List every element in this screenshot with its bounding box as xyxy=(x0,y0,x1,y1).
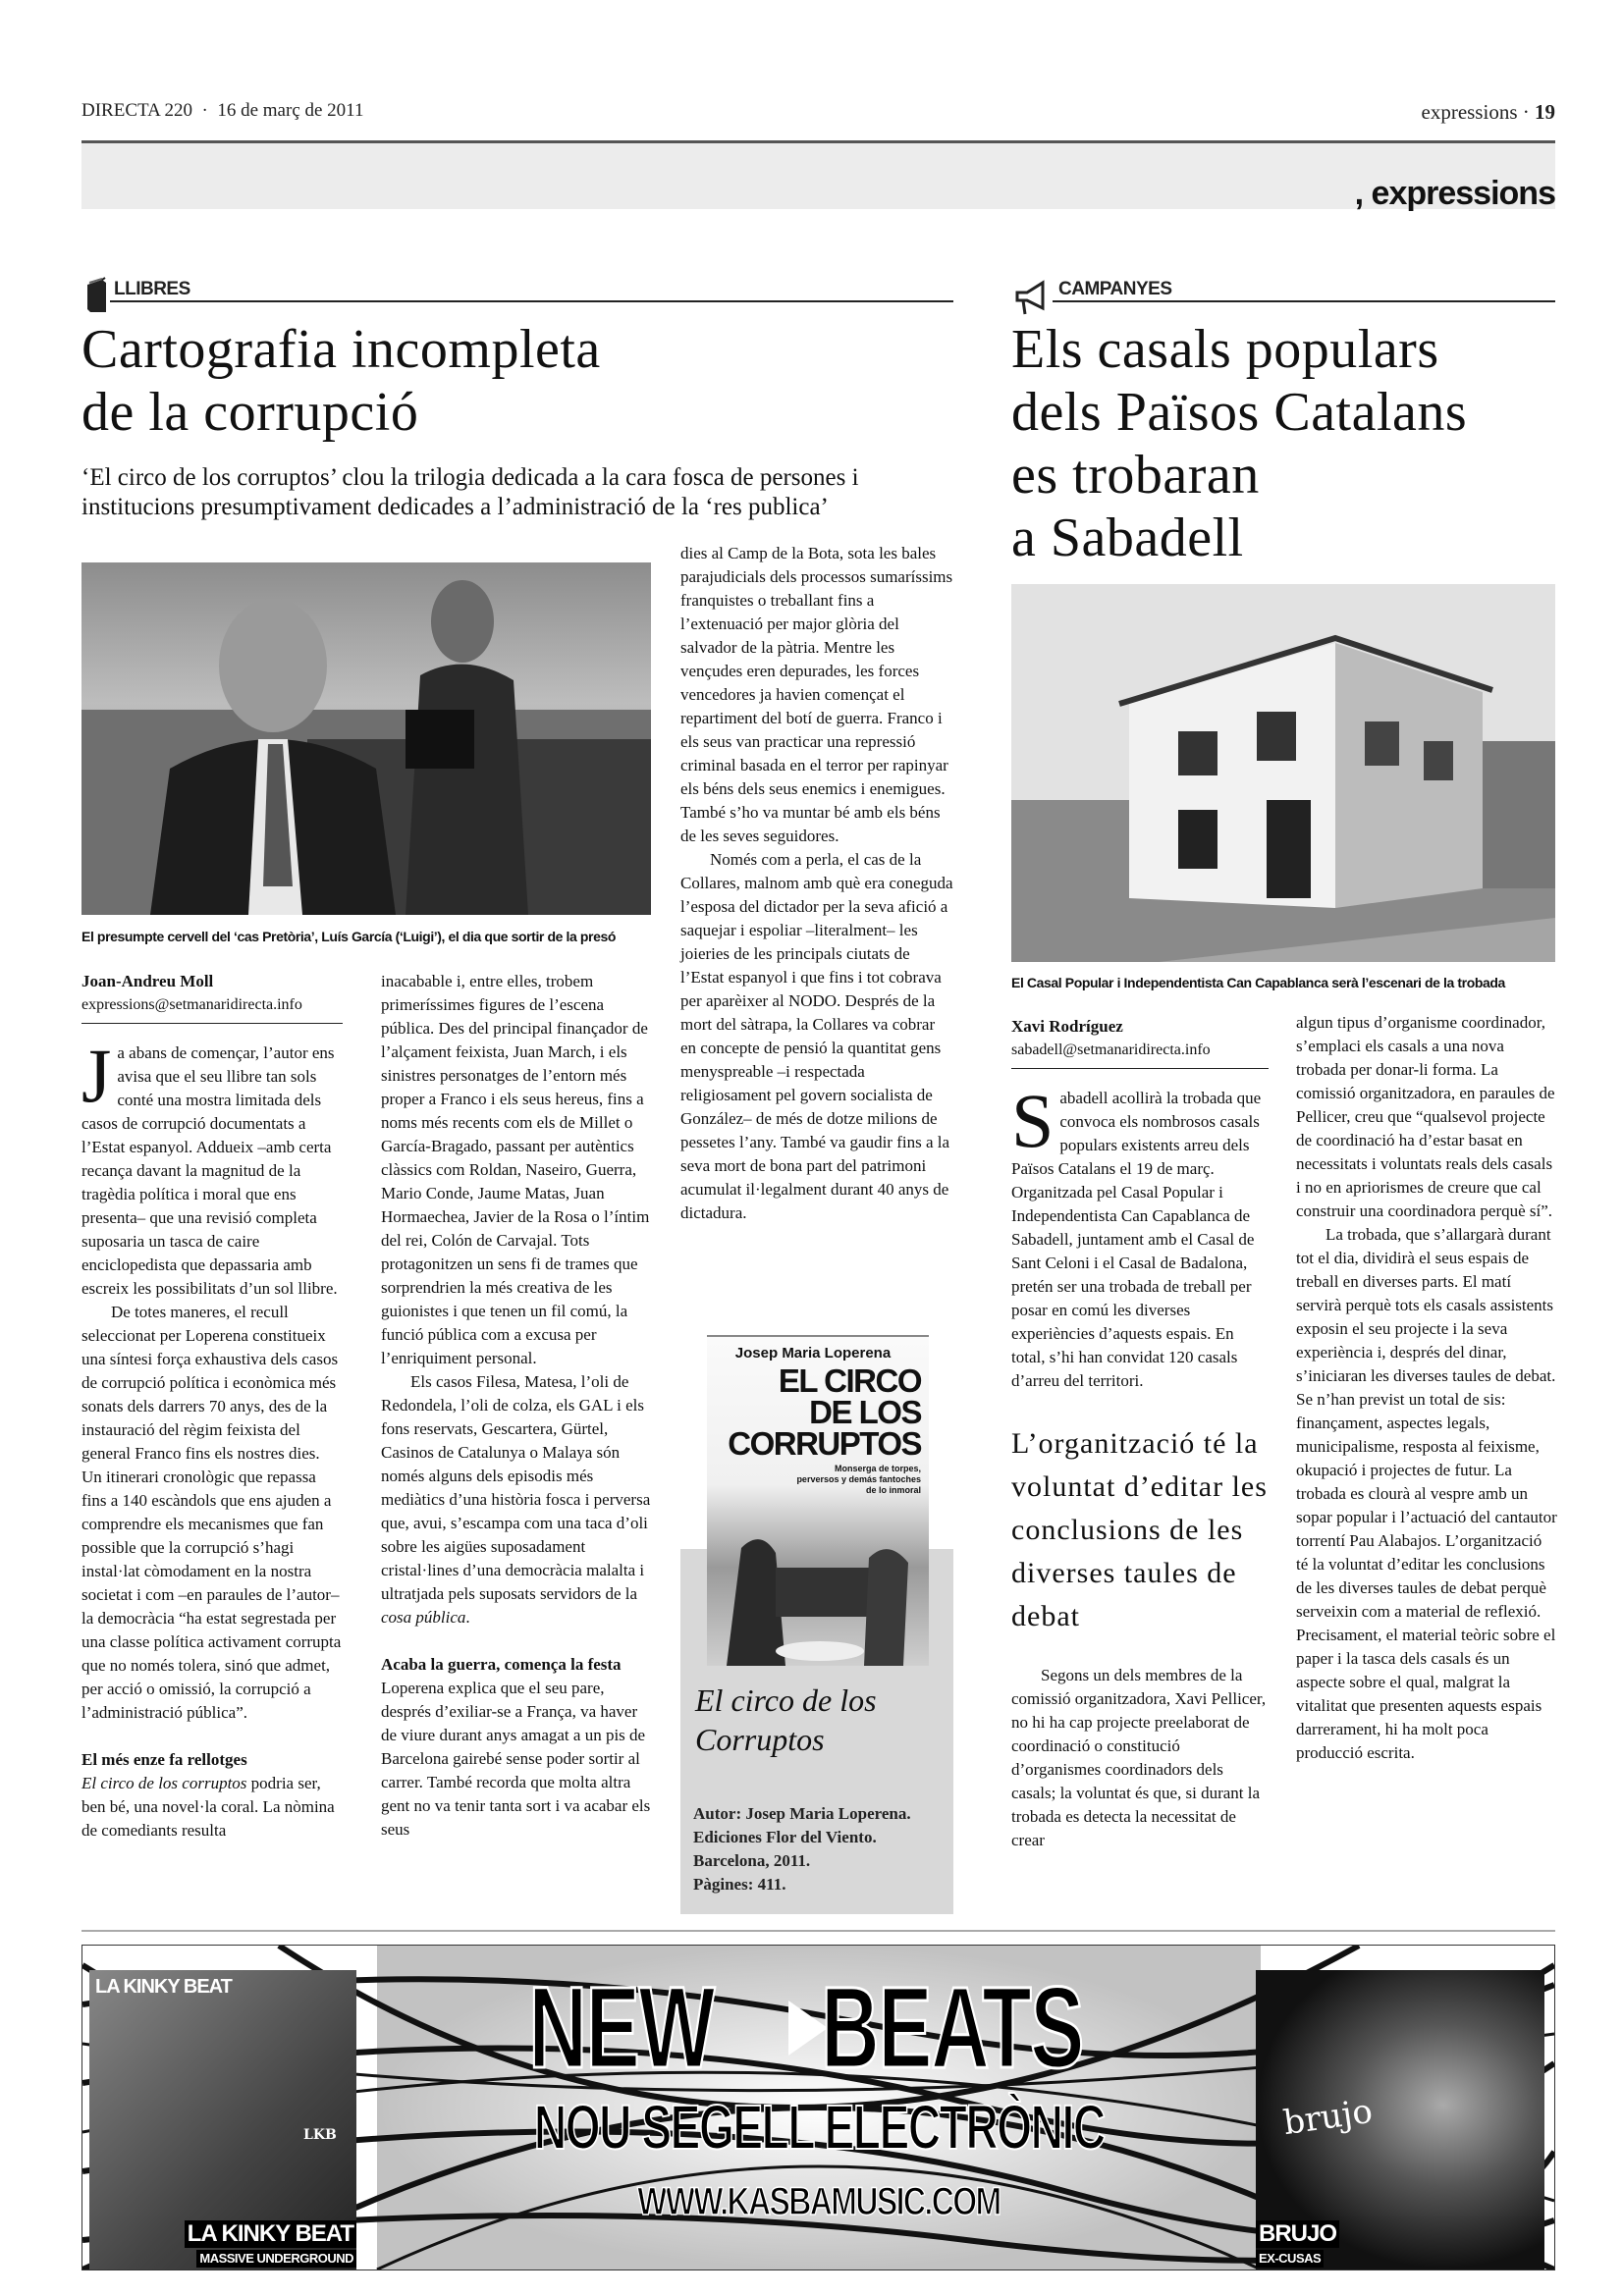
paragraph xyxy=(81,1772,343,1842)
new-beats-logo xyxy=(505,1963,1123,2093)
ad-url-wrap xyxy=(475,2181,1163,2224)
book-publisher: Ediciones Flor del Viento. xyxy=(693,1828,877,1846)
photo-casal-can-capablanca xyxy=(1011,584,1555,962)
cover-subtitle-line: de lo inmoral xyxy=(865,1485,921,1495)
paragraph-text: . xyxy=(465,1608,470,1627)
headline-line: de la corrupció xyxy=(81,382,419,443)
paragraph xyxy=(381,1370,651,1629)
page-number: 19 xyxy=(1535,100,1555,124)
photo-luis-garcia xyxy=(81,562,651,915)
album-cover-la-kinky-beat xyxy=(89,1970,356,2269)
paragraph: Només com a perla, el cas de la Collares, malnom amb què era coneguda l’esposa del dictador per la seva afició a saquejar i espoliar –literalment– les joieries de les principals ciutats de l’Estat espanyol i que fins i tot cobrava per aparèixer al NODO. Després de la mort del sàtrapa, la Collares va cobrar en concepte de pensió la quantitat gens menyspreable –i respectada religiosament pel govern socialista de González– de més de dotze milions de pessetes l’any. També va gaudir fins a la seva mort de bona part del patrimoni acumulat il·legalment durant 40 anys de dictadura. xyxy=(680,850,953,1222)
paragraph: inacabable i, entre elles, trobem primeríssimes figures de l’escena pública. Des del principal finançador de l’alçament feixista, Juan March, i els sinistres personatges de l’entorn més proper a Franco i els seus hereus, fins a noms més recents com els de Millet o García-Bragado, passant per autèntics clàssics com Roldan, Naseiro, Guerra, Mario Conde, Jaume Matas, Juan Hormaechea, Javier de la Rosa o l’íntim del rei, Colón de Carvajal. Tots protagonitzen un sens fi de trames que sorprendrien la més creativa de les guionistes i que tenen un fil comú, la funció pública com a excusa per l’enriquiment personal. xyxy=(381,972,650,1367)
section-name: expressions xyxy=(1421,100,1518,124)
right-album-name: EX-CUSAS xyxy=(1256,2250,1324,2268)
section-rule xyxy=(110,300,953,302)
megaphone-icon xyxy=(1013,279,1049,316)
folio-left xyxy=(81,100,363,122)
column-2 xyxy=(381,970,651,1842)
cover-subtitle xyxy=(707,1464,929,1496)
left-album-name: MASSIVE UNDERGROUND xyxy=(196,2250,356,2268)
paragraph-text: Els casos Filesa, Matesa, l’oli de Redondela, l’oli de colza, els GAL i els fons reservats, Gescartera, Gürtel, Casinos de Catalunya o Malaya són només alguns dels episodis més mediàtics d’una història fosca i perversa que, avui, s’escampa com una taca d’oli sobre les aigües suposadament cristal·lines d’una democràcia malalta i ultratjada pels suposats servidors de la xyxy=(381,1372,651,1603)
separator: · xyxy=(201,100,208,121)
bottom-rule xyxy=(81,1930,1555,1932)
section-band-title: , expressions xyxy=(1354,175,1555,212)
cover-title-line: CORRUPTOS xyxy=(728,1425,921,1462)
paragraph: Loperena explica que el seu pare, després d’exiliar-se a França, va haver de viure durant anys amagat a un pis de Barcelona gairebé sense poder sortir al carrer. També recorda que molta altra gent no va tenir tanta sort i va acabar els seus xyxy=(381,1679,651,1839)
album-cover-brujo xyxy=(1256,1970,1544,2269)
subheading: El més enze fa rellotges xyxy=(81,1750,247,1769)
ad-tagline-wrap xyxy=(377,2092,1261,2163)
book-title-italic: El circo de los corruptos xyxy=(81,1774,247,1792)
author-name: Joan-Andreu Moll xyxy=(81,972,214,990)
issue-date: 16 de març de 2011 xyxy=(217,100,364,121)
book-details xyxy=(693,1802,948,1896)
publication-name: DIRECTA 220 xyxy=(81,100,193,121)
paragraph xyxy=(1011,1078,1269,1393)
brand-new: NEW xyxy=(528,1963,714,2093)
author-email[interactable]: sabadell@setmanaridirecta.info xyxy=(1011,1039,1269,1069)
book-pages: Pàgines: 411. xyxy=(693,1875,786,1894)
ad-url[interactable]: WWW.KASBAMUSIC.COM xyxy=(637,2180,1001,2223)
paragraph-text: abadell acollirà la trobada que convoca els nombrosos casals populars existents arreu dels Països Catalans el 19 de març. Organitzada pel Casal Popular i Independentista Can Capablanca de Sabadell, juntament amb el Casal de Sant Celoni i el Casal de Badalona, pretén ser una trobada de treball per posar en comú les diverses experiències d’aquests espais. En total, s’hi han convidat 120 casals d’arreu del territori. xyxy=(1011,1089,1262,1390)
paragraph: La trobada, que s’allargarà durant tot el dia, dividirà el seus espais de treball en diverses parts. El matí servirà perquè tots els casals assistents exposin el seu projecte i la seva experiència i, després del dinar, s’iniciaran les diverses taules de debat. Se n’han previst un total de sis: finançament, aspectes legals, municipalisme, resposta al feixisme, okupació i projectes de futur. La trobada es clourà al vespre amb un sopar popular i l’actuació del cantautor torrentí Pau Alabajos. L’organització té la voluntat d’editar les conclusions de les diverses taules de debat perquè serveixin com a material de reflexió. Precisament, el material teòric sobre el paper i la tasca dels casals és un aspecte sobre el qual, malgrat la vitalitat que presenten aquests espais darrerament, hi ha molt poca producció escrita. xyxy=(1296,1225,1557,1762)
brujo-logo: brujo xyxy=(1280,2091,1376,2144)
cover-top-text: LA KINKY BEAT xyxy=(95,1976,232,1998)
section-band xyxy=(81,140,1555,212)
column-3 xyxy=(680,542,953,1225)
column-4 xyxy=(1011,1015,1269,1852)
cover-title-line: DE LOS xyxy=(809,1394,921,1430)
book-title-line: Corruptos xyxy=(695,1722,825,1757)
cover-title-line: EL CIRCO xyxy=(778,1362,921,1399)
paragraph-text: a abans de començar, l’autor ens avisa que el seu llibre tan sols conté una mostra limitada dels casos de corrupció documentats a l’Estat espanyol. Addueix –amb certa recança davant la magnitud de la tragèdia política i moral que ens presenta– que una revisió completa suposaria un tasca de caire enciclopedista que depassaria amb escreix les possibilitats d’un sol llibre. xyxy=(81,1043,338,1298)
dropcap: J xyxy=(81,1033,112,1118)
cover-author: Josep Maria Loperena xyxy=(734,1345,892,1362)
italic-text: cosa pública xyxy=(381,1608,466,1627)
folio-right xyxy=(1422,100,1556,125)
headline-left xyxy=(81,318,965,444)
lkb-logo: LKB xyxy=(303,2127,337,2143)
book-title-line: El circo de los xyxy=(695,1682,877,1718)
cover-subtitle-line: Monserga de torpes, xyxy=(834,1464,921,1473)
separator: · xyxy=(1522,100,1530,124)
headline-right xyxy=(1011,318,1561,569)
cover-title xyxy=(707,1362,929,1462)
book-title xyxy=(695,1681,950,1759)
headline-line: a Sabadell xyxy=(1011,507,1244,568)
section-label-llibres: LLIBRES xyxy=(114,279,190,299)
paragraph xyxy=(81,1033,343,1301)
brand-beats: BEATS xyxy=(821,1963,1084,2093)
subheading: Acaba la guerra, comença la festa xyxy=(381,1655,622,1674)
paragraph: dies al Camp de la Bota, sota les bales parajudicials dels processos sumaríssims franquistes o treballant fins a l’extenuació per major glòria del salvador de la pàtria. Mentre les vençudes eren depurades, les forces vencedores ja havien començat el repartiment del botí de guerra. Franco i els seus van practicar una repressió criminal basada en el terror per rapinyar els béns dels seus enemics i enemigues. També s’ho va muntar bé amb els béns de les seves seguidores. xyxy=(680,544,953,845)
book-place-year: Barcelona, 2011. xyxy=(693,1851,811,1870)
author-email[interactable]: expressions@setmanaridirecta.info xyxy=(81,993,343,1024)
book-author: Autor: Josep Maria Loperena. xyxy=(693,1804,911,1823)
paragraph: De totes maneres, el recull seleccionat per Loperena constitueix una síntesi força exhaustiva dels casos de corrupció política i econòmica més sonats dels darrers 70 anys, des de la instauració del règim feixista del general Franco fins els nostres dies. Un itinerari cronològic que repassa fins a 140 escàndols que ens ajuden a comprendre els mecanismes que fan possible que la corrupció s’hagi instal·lat còmodament en la nostra societat i com –en paraules de l’autor– la democràcia “ha estat segrestada per una classe política activament corrupta que no només tolera, sinó que admet, per acció o omissió, la corrupció a l’administració pública”. xyxy=(81,1303,342,1722)
headline-line: Els casals populars xyxy=(1011,319,1439,380)
left-artist-name: LA KINKY BEAT xyxy=(185,2220,356,2248)
book-cover xyxy=(707,1335,929,1666)
paragraph: algun tipus d’organisme coordinador, s’emplaci els casals a una nova trobada per donar-li forma. La comissió organitzadora, en paraules de Pellicer, creu que “qualsevol projecte de coordinació ha d’estar basat en necessitats i voluntats reals dels casals i no en apriorismes de creure que cal construir una coordinadora perquè sí”. xyxy=(1296,1013,1555,1220)
headline-line: es trobaran xyxy=(1011,445,1260,506)
ad-tagline: NOU SEGELL ELECTRÒNIC xyxy=(533,2092,1105,2163)
pull-quote: L’organització té la voluntat d’editar les conclusions de les diverses taules de debat xyxy=(1011,1427,1268,1632)
photo-caption-right: El Casal Popular i Independentista Can Capablanca serà l’escenari de la trobada xyxy=(1011,975,1505,990)
right-artist-name: BRUJO xyxy=(1256,2220,1339,2248)
headline-line: Cartografia incompleta xyxy=(81,319,601,380)
column-5 xyxy=(1296,1011,1557,1765)
headline-line: dels Països Catalans xyxy=(1011,382,1468,443)
advertisement-new-beats[interactable] xyxy=(81,1945,1555,2270)
column-1 xyxy=(81,970,343,1842)
deck-left: ‘El circo de los corruptos’ clou la trilogia dedicada a la cara fosca de persones i institucions presumptivament dedicades a l’administració de la ‘res publica’ xyxy=(81,464,859,520)
paragraph-text: podria ser, ben bé, una novel·la coral. La nòmina de comediants resulta xyxy=(81,1774,335,1840)
cover-subtitle-line: perversos y demás fantoches xyxy=(796,1474,921,1484)
paragraph: Segons un dels membres de la comissió organitzadora, Xavi Pellicer, no hi ha cap projecte preelaborat de coordinació o constitució d’organismes coordinadors dels casals; la voluntat és que, si durant la trobada es detecta la necessitat de crear xyxy=(1011,1666,1267,1849)
section-label-campanyes: CAMPANYES xyxy=(1058,279,1172,299)
author-name: Xavi Rodríguez xyxy=(1011,1017,1123,1036)
book-icon xyxy=(84,277,110,314)
dropcap: S xyxy=(1011,1078,1055,1163)
photo-caption-left: El presumpte cervell del ‘cas Pretòria’, Luís García (‘Luigi’), el dia que sortir de la presó xyxy=(81,929,616,944)
cover-illustration xyxy=(707,1519,929,1666)
section-rule xyxy=(1053,300,1555,302)
